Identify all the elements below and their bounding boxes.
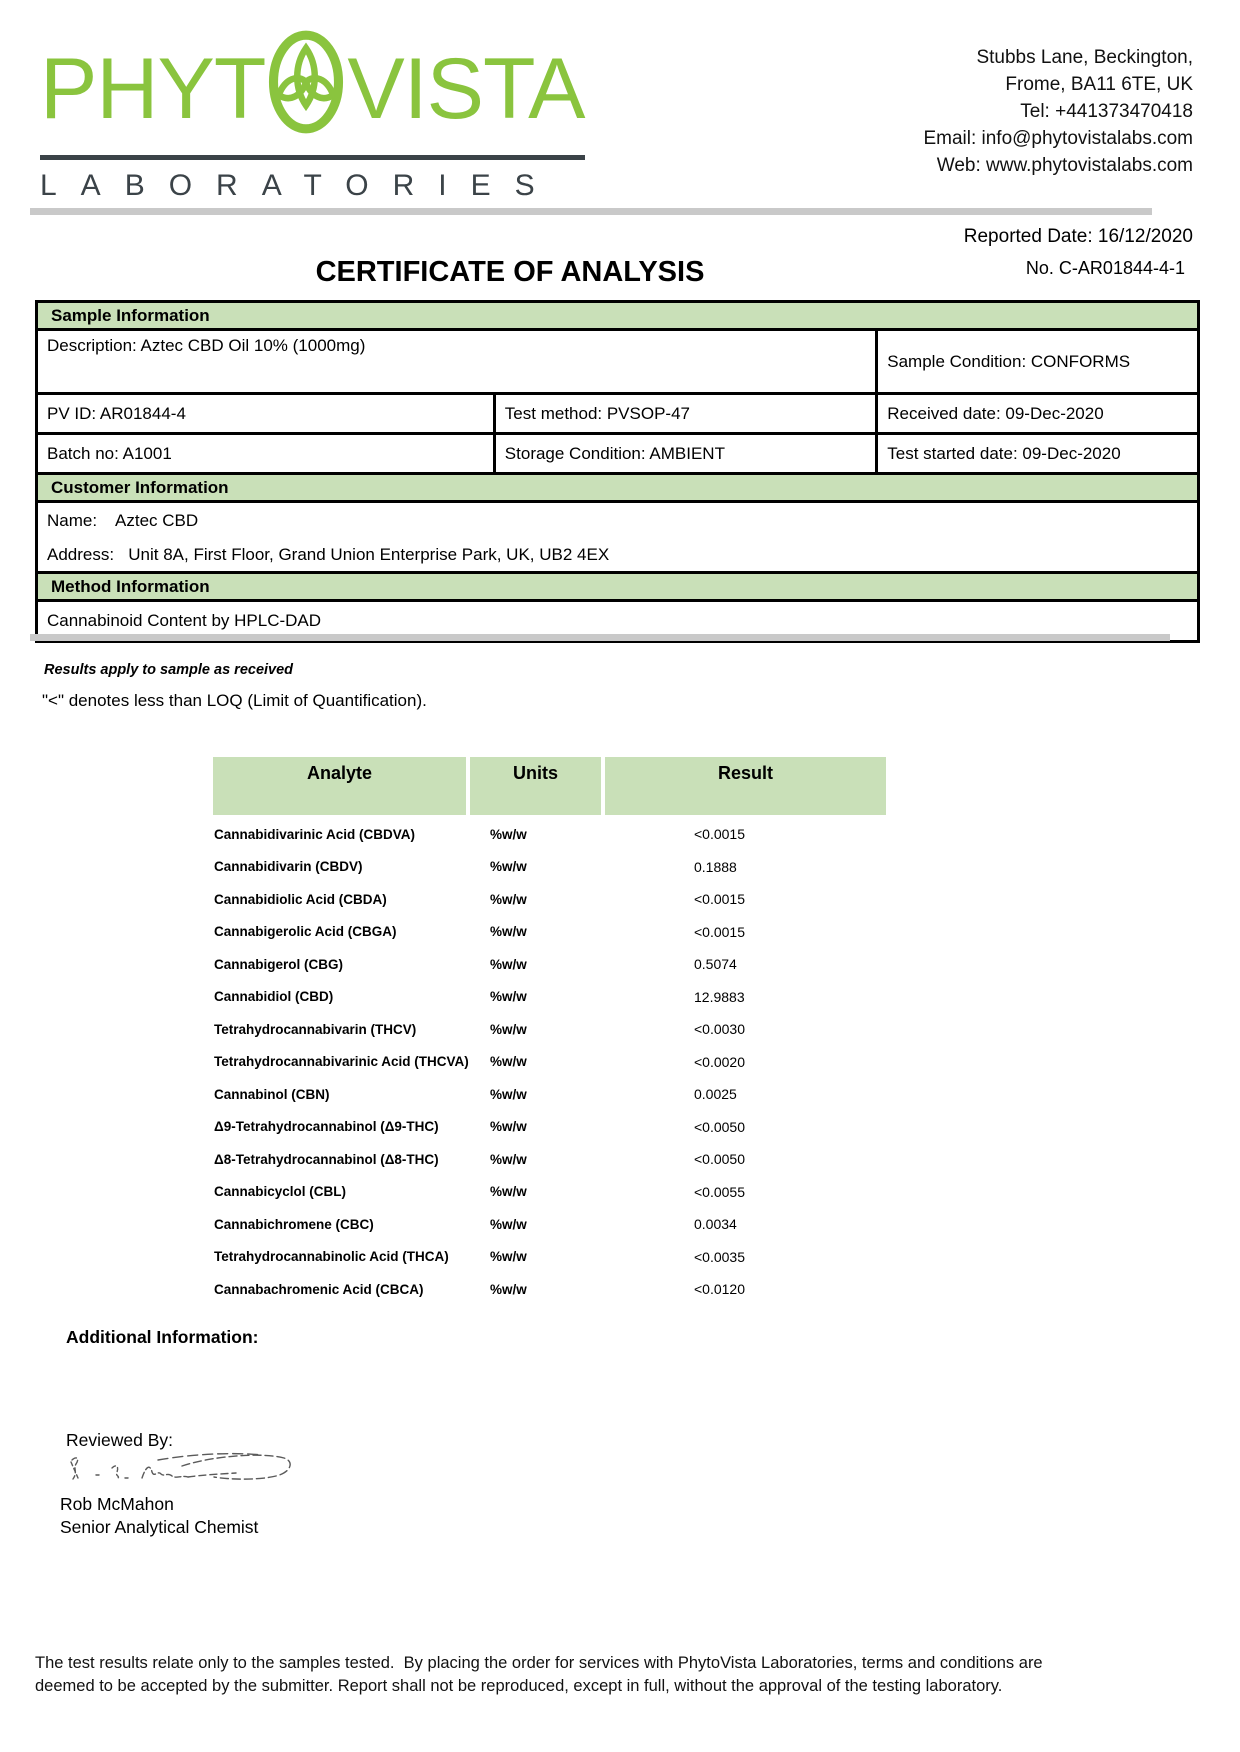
additional-information-label: Additional Information: <box>66 1327 259 1347</box>
units-value: %w/w <box>490 956 527 972</box>
table-row <box>213 1273 886 1306</box>
customer-name: Name: Aztec CBD <box>47 511 199 530</box>
units-value: %w/w <box>490 859 527 875</box>
analyte-name: Cannabichromene (CBC) <box>214 1216 374 1232</box>
units-value: %w/w <box>490 1281 527 1297</box>
analyte-name: Cannabidivarinic Acid (CBDVA) <box>214 826 416 842</box>
table-row <box>213 948 886 981</box>
units-value: %w/w <box>490 891 527 907</box>
page-title: CERTIFICATE OF ANALYSIS <box>315 256 705 288</box>
units-value: %w/w <box>490 1249 527 1265</box>
logo-subtitle: LABORATORIES <box>40 169 559 202</box>
footer-disclaimer <box>35 1652 1210 1698</box>
table-row <box>213 981 886 1014</box>
table-row <box>213 1111 886 1144</box>
analyte-name: Cannabachromenic Acid (CBCA) <box>214 1281 424 1297</box>
analyte-name: Tetrahydrocannabivarin (THCV) <box>214 1021 417 1037</box>
result-value: <0.0050 <box>694 1118 745 1135</box>
brand-wordmark <box>40 28 590 150</box>
result-value: <0.0055 <box>694 1183 745 1200</box>
table-row <box>213 851 886 884</box>
loq-note: "<" denotes less than LOQ (Limit of Quantification). <box>42 691 427 710</box>
analyte-name: Cannabinol (CBN) <box>214 1086 330 1102</box>
analyte-name: Δ8-Tetrahydrocannabinol (Δ8-THC) <box>214 1151 439 1167</box>
result-value: <0.0120 <box>694 1281 745 1298</box>
report-number: No. C-AR01844-4-1 <box>1025 258 1185 278</box>
brand-right-text: VISTA <box>347 41 585 137</box>
table-row <box>213 883 886 916</box>
storage-condition: Storage Condition: AMBIENT <box>496 435 878 472</box>
result-value: <0.0015 <box>694 923 745 940</box>
lab-contact-block <box>923 44 1193 179</box>
result-value: 0.5074 <box>694 956 737 973</box>
result-value: <0.0015 <box>694 826 745 843</box>
test-started-date: Test started date: 09-Dec-2020 <box>887 443 1121 463</box>
analyte-name: Cannabidiolic Acid (CBDA) <box>214 891 387 907</box>
customer-address: Address: Unit 8A, First Floor, Grand Union Enterprise Park, UK, UB2 4EX <box>47 545 610 564</box>
analyte-name: Δ9-Tetrahydrocannabinol (Δ9-THC) <box>214 1119 439 1135</box>
units-value: %w/w <box>490 1216 527 1232</box>
units-value: %w/w <box>490 1054 527 1070</box>
table-row <box>213 818 886 851</box>
result-value: <0.0020 <box>694 1053 745 1070</box>
reviewed-by-label: Reviewed By: <box>66 1430 173 1450</box>
table-row <box>213 1143 886 1176</box>
units-column-header: Units <box>470 757 601 815</box>
result-value: 0.0034 <box>694 1216 737 1233</box>
analyte-column-header: Analyte <box>213 757 466 815</box>
customer-details-box <box>38 503 1197 571</box>
received-date: Received date: 09-Dec-2020 <box>887 403 1104 423</box>
contact-address-line1: Stubbs Lane, Beckington, <box>976 47 1193 68</box>
results-table-header <box>213 757 886 815</box>
contact-email: Email: info@phytovistalabs.com <box>923 128 1193 149</box>
result-value: 12.9883 <box>694 988 745 1005</box>
customer-information-header: Customer Information <box>38 475 1197 503</box>
units-value: %w/w <box>490 1184 527 1200</box>
footer-line2: deemed to be accepted by the submitter. Report shall not be reproduced, except in full, without the approval of the testing laboratory. <box>35 1677 1003 1695</box>
units-value: %w/w <box>490 1021 527 1037</box>
contact-web: Web: www.phytovistalabs.com <box>936 155 1193 176</box>
result-value: <0.0050 <box>694 1151 745 1168</box>
result-value: <0.0035 <box>694 1248 745 1265</box>
reviewer-title: Senior Analytical Chemist <box>60 1517 259 1537</box>
result-value: 0.0025 <box>694 1086 737 1103</box>
info-table <box>35 300 1200 643</box>
method-description: Cannabinoid Content by HPLC-DAD <box>47 611 322 630</box>
sample-ids-row <box>38 395 1197 435</box>
reported-date: Reported Date: 16/12/2020 <box>963 226 1193 247</box>
contact-address-line2: Frome, BA11 6TE, UK <box>1005 74 1193 95</box>
footer-line1: The test results relate only to the samples tested. By placing the order for services with PhytoVista Laboratories, terms and conditions are <box>35 1654 1043 1672</box>
sample-description-row <box>38 331 1197 395</box>
results-table-body <box>213 818 886 1306</box>
reviewer-name: Rob McMahon <box>60 1494 174 1514</box>
batch-no: Batch no: A1001 <box>38 435 496 472</box>
brand-left-text: PHYT <box>40 41 266 137</box>
analyte-name: Tetrahydrocannabivarinic Acid (THCVA) <box>214 1054 469 1070</box>
analyte-name: Cannabidiol (CBD) <box>214 989 334 1005</box>
units-value: %w/w <box>490 1151 527 1167</box>
analyte-name: Cannabidivarin (CBDV) <box>214 859 363 875</box>
sample-information-header: Sample Information <box>38 303 1197 331</box>
table-row <box>213 1176 886 1209</box>
table-row <box>213 916 886 949</box>
analyte-name: Cannabicyclol (CBL) <box>214 1184 347 1200</box>
table-row <box>213 1208 886 1241</box>
result-value: 0.1888 <box>694 858 737 875</box>
table-row <box>213 1078 886 1111</box>
phytovista-logo <box>40 28 590 203</box>
units-value: %w/w <box>490 924 527 940</box>
logo-divider-line <box>40 155 585 160</box>
table-row <box>213 1013 886 1046</box>
units-value: %w/w <box>490 1119 527 1135</box>
signature-image <box>62 1448 297 1499</box>
header-divider-bar <box>30 208 1152 215</box>
units-value: %w/w <box>490 1086 527 1102</box>
sample-description: Description: Aztec CBD Oil 10% (1000mg) <box>38 331 878 392</box>
results-note: Results apply to sample as received <box>44 662 294 678</box>
result-value: <0.0030 <box>694 1021 745 1038</box>
analyte-name: Cannabigerolic Acid (CBGA) <box>214 924 397 940</box>
result-column-header: Result <box>605 757 886 815</box>
pv-id: PV ID: AR01844-4 <box>38 395 496 432</box>
test-method: Test method: PVSOP-47 <box>496 395 878 432</box>
analyte-name: Tetrahydrocannabinolic Acid (THCA) <box>214 1249 449 1265</box>
units-value: %w/w <box>490 989 527 1005</box>
sample-batch-row <box>38 435 1197 475</box>
leaf-o-icon <box>267 30 345 148</box>
section-divider-bar <box>30 634 1170 641</box>
sample-condition: Sample Condition: CONFORMS <box>887 351 1131 371</box>
units-value: %w/w <box>490 826 527 842</box>
analyte-name: Cannabigerol (CBG) <box>214 956 344 972</box>
table-row <box>213 1046 886 1079</box>
contact-phone: Tel: +441373470418 <box>1020 101 1193 122</box>
result-value: <0.0015 <box>694 891 745 908</box>
table-row <box>213 1241 886 1274</box>
method-information-header: Method Information <box>38 571 1197 602</box>
